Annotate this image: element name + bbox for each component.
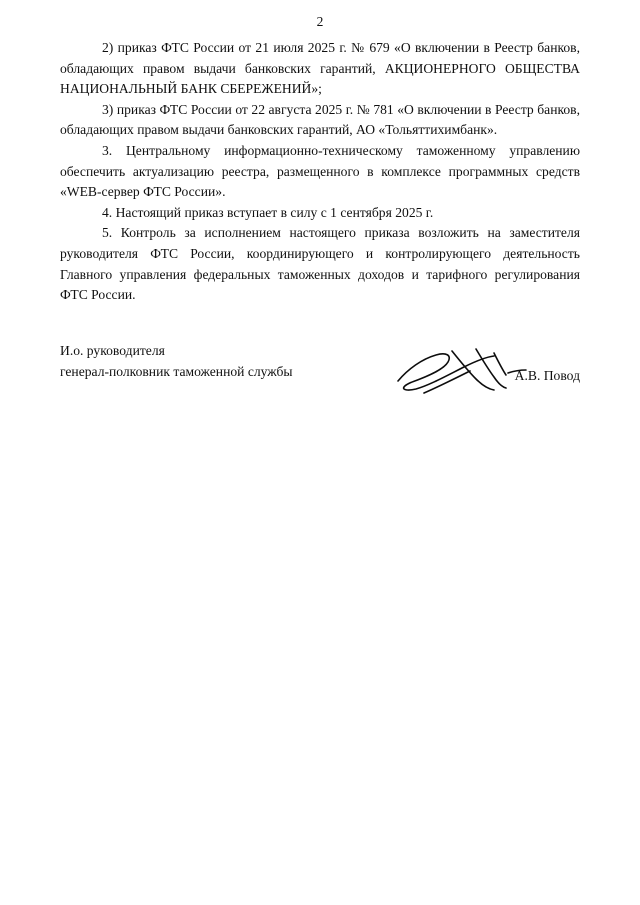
signer-role-line-1: И.о. руководителя	[60, 343, 165, 358]
signer-name: А.В. Повод	[514, 368, 580, 383]
page-number: 2	[316, 14, 324, 29]
paragraph: 3) приказ ФТС России от 22 августа 2025 г. № 781 «О включении в Реестр банков, обладающих правом выдачи банковских гарантий, АО «Тольяттихимбанк».	[60, 101, 580, 138]
signer-role	[60, 341, 360, 382]
signature-block	[60, 341, 580, 382]
paragraph: 3. Центральному информационно-техническому таможенному управлению обеспечить актуализацию реестра, размещенного в комплексе программных средств «WEB-сервер ФТС России».	[60, 142, 580, 200]
paragraph: 4. Настоящий приказ вступает в силу с 1 сентября 2025 г.	[102, 204, 434, 220]
paragraph: 5. Контроль за исполнением настоящего приказа возложить на заместителя руководителя ФТС России, координирующего и контролирующего деятельность Главного управления федеральных таможенных доходов и тарифного регулирования ФТС России.	[60, 225, 580, 303]
paragraph: 2) приказ ФТС России от 21 июля 2025 г. № 679 «О включении в Реестр банков, обладающих правом выдачи банковских гарантий, АКЦИОНЕРНОГО ОБЩЕСТВА НАЦИОНАЛЬНЫЙ БАНК СБЕРЕЖЕНИЙ»;	[60, 40, 580, 97]
document-body	[60, 38, 580, 306]
signer-role-line-2: генерал-полковник таможенной службы	[60, 363, 293, 379]
